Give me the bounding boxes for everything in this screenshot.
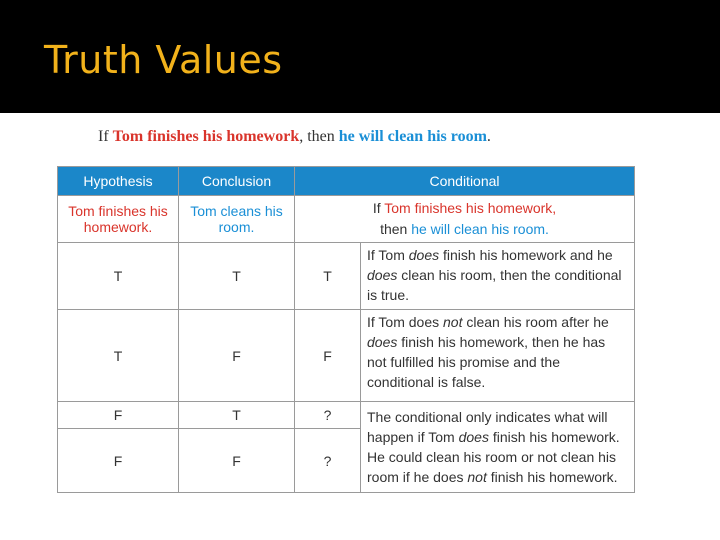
expl-emphasis: does: [367, 267, 398, 283]
statement-conclusion: he will clean his room: [338, 128, 487, 145]
expl-text: clean his room after he: [462, 314, 609, 330]
truth-table-header-row: [58, 167, 635, 196]
truth-table: [57, 166, 635, 493]
expl-text: If Tom does: [367, 314, 444, 330]
expl-text: finish his homework. He could clean his room or not clean his room if he does: [367, 429, 620, 485]
cell-conditional-value: ?: [295, 402, 361, 429]
subheader-cond-if: If: [372, 200, 385, 216]
cell-conclusion: T: [179, 402, 295, 429]
header-conditional: Conditional: [295, 167, 635, 196]
cell-conditional-value: T: [295, 243, 361, 310]
subheader-conclusion: Tom cleans his room.: [179, 196, 295, 243]
subheader-conditional: [295, 196, 635, 243]
table-row: [58, 310, 635, 402]
cell-hypothesis: F: [58, 429, 179, 493]
cell-conditional-value: ?: [295, 429, 361, 493]
cell-explanation: [361, 402, 635, 493]
subheader-cond-hypothesis: Tom finishes his homework,: [384, 200, 557, 216]
expl-emphasis: does: [458, 429, 489, 445]
expl-text: If Tom: [367, 247, 409, 263]
statement-hypothesis: Tom finishes his homework: [112, 128, 300, 145]
subheader-cond-then: then: [380, 221, 412, 237]
cell-conclusion: F: [179, 429, 295, 493]
statement-prefix: If: [98, 128, 113, 145]
header-conclusion: Conclusion: [179, 167, 295, 196]
cell-conditional-value: F: [295, 310, 361, 402]
cell-explanation: [361, 310, 635, 402]
expl-text: finish his homework, then he has not fulfilled his promise and the conditional is false.: [367, 334, 606, 390]
expl-emphasis: does: [367, 334, 398, 350]
header-hypothesis: Hypothesis: [58, 167, 179, 196]
cell-explanation: [361, 243, 635, 310]
cell-hypothesis: F: [58, 402, 179, 429]
expl-text: finish his homework and he: [439, 247, 613, 263]
cell-hypothesis: T: [58, 310, 179, 402]
expl-text: The conditional only indicates what will happen if Tom: [367, 409, 608, 445]
statement-middle: , then: [299, 128, 339, 145]
slide-title: Truth Values: [44, 38, 283, 82]
expl-emphasis: does: [408, 247, 440, 263]
expl-text: finish his homework.: [486, 469, 618, 485]
conditional-statement: [98, 128, 491, 146]
truth-table-subheader-row: [58, 196, 635, 243]
cell-conclusion: T: [179, 243, 295, 310]
cell-conclusion: F: [179, 310, 295, 402]
expl-emphasis: not: [467, 469, 487, 485]
expl-emphasis: not: [443, 314, 463, 330]
statement-suffix: .: [486, 128, 491, 145]
cell-hypothesis: T: [58, 243, 179, 310]
table-row: [58, 402, 635, 429]
subheader-hypothesis: Tom finishes his homework.: [58, 196, 179, 243]
table-row: [58, 243, 635, 310]
expl-text: clean his room, then the conditional is true.: [367, 267, 622, 303]
subheader-cond-conclusion: he will clean his room.: [411, 221, 549, 237]
